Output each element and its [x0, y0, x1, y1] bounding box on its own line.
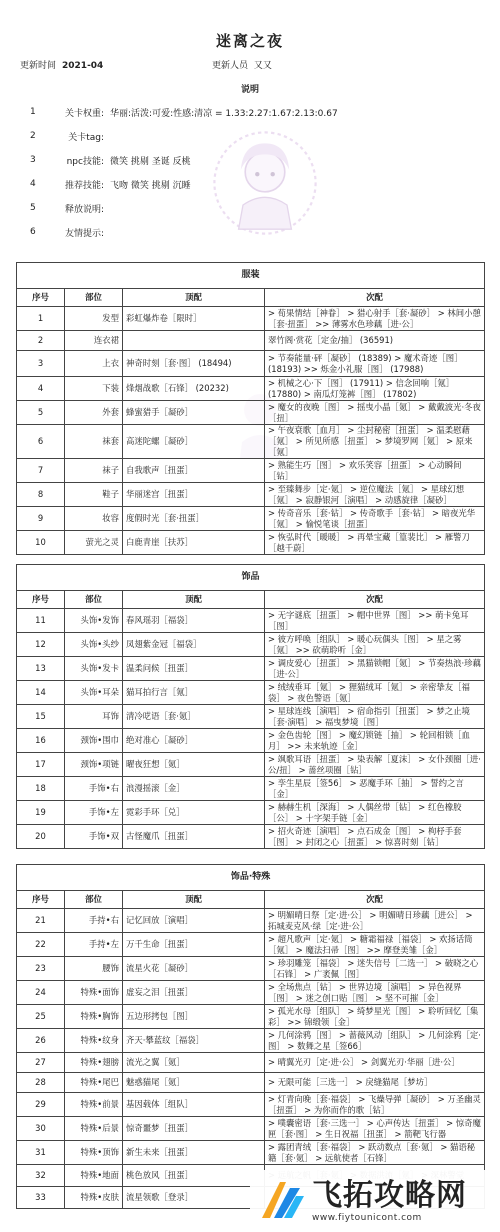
alt-items-cell: 翠竹阁·赏花［定金/抽］ (36591) [265, 331, 485, 351]
top-item-cell: 自我歌声［扭蛋］ [123, 459, 265, 483]
page-title: 迷离之夜 [215, 32, 284, 50]
slot-cell: 妆容 [65, 507, 123, 531]
column-header: 顶配 [123, 891, 265, 909]
table-caption: 饰品 [17, 565, 485, 591]
index-cell: 28 [17, 1073, 65, 1093]
alt-items-cell: > 熟能生巧［图］ > 欢乐笑容［扭蛋］ > 心动瞬间［钻］ [265, 459, 485, 483]
index-cell: 16 [17, 729, 65, 753]
table-row [17, 1005, 485, 1029]
alt-items-cell: > 绒绒垂耳［氪］ > 狸猫绒耳［氪］ > 亲密挚友［福袋］ > 夜色警语［氪］ [265, 681, 485, 705]
table-row [17, 777, 485, 801]
slot-cell: 耳饰 [65, 705, 123, 729]
special-accessories-table [16, 864, 485, 1209]
alt-items-cell: > 超凡歌声［定·氪］ > 糖霜福禄［福袋］ > 欢扬话筒［氪］ > 魔法扫帚［图］ >> 摩登美雏［金］ [265, 933, 485, 957]
index-cell: 33 [17, 1187, 65, 1209]
column-header: 顶配 [123, 591, 265, 609]
table-row [17, 909, 485, 933]
table-row [17, 351, 485, 377]
top-item-cell: 烽烟战歌［石锋］ (20232) [123, 377, 265, 401]
top-item-cell: 齐天·攀蓝纹［福袋］ [123, 1029, 265, 1053]
index-cell: 4 [17, 377, 65, 401]
alt-items-cell: > 孪生星辰［签56］ > 恶魔手环［抽］ > 誓约之言［金］ [265, 777, 485, 801]
clothing-table [16, 262, 485, 555]
table-row [17, 705, 485, 729]
table-row [17, 753, 485, 777]
index-cell: 12 [17, 633, 65, 657]
top-item-cell: 流星火花［凝砂］ [123, 957, 265, 981]
index-cell: 3 [17, 351, 65, 377]
alt-items-cell: > 荀果情结［神眷］ > 猎心射手［套·凝砂］ > 林间小憩［套·扭蛋］ >> 薄雾水色珍藕［进·公］ [265, 307, 485, 331]
top-item-cell: 虚妄之泪［扭蛋］ [123, 981, 265, 1005]
alt-items-cell: > 调皮爱心［扭蛋］ > 黑猫锁帽［氪］ > 节奏热浪·珍藕［进·公］ [265, 657, 485, 681]
row-label: npc技能: [66, 156, 104, 167]
table-row [17, 981, 485, 1005]
index-cell: 24 [17, 981, 65, 1005]
top-item-cell: 古怪魔爪［扭蛋］ [123, 825, 265, 849]
slot-cell: 特殊•胸饰 [65, 1005, 123, 1029]
top-item-cell: 春风瑶羽［福袋］ [123, 609, 265, 633]
top-item-cell: 曜夜狂想［氪］ [123, 753, 265, 777]
top-item-cell: 流光之翼［氪］ [123, 1053, 265, 1073]
row-number: 3 [30, 155, 36, 165]
alt-items-cell: > 噗囊密语［套·三选一］ > 心声传达［扭蛋］ > 惊奇魔匣［套·图］ > 生日祝福［扭蛋］ > 箭靶飞行器 [265, 1117, 485, 1141]
alt-items-cell: > 星球连线［演唱］ > 宿命指引［扭蛋］ > 梦之止境［套·演唱］ > 福曳梦境［图］ [265, 705, 485, 729]
alt-items-cell: > 全场焦点［钻］ > 世界边境［演唱］ > 异色视界［图］ > 迷之创口贴［图］ > 坚不可摧［金］ [265, 981, 485, 1005]
table-row [17, 507, 485, 531]
slot-cell: 特殊•前景 [65, 1093, 123, 1117]
index-cell: 30 [17, 1117, 65, 1141]
row-label: 关卡tag: [68, 132, 104, 143]
alt-items-cell: > 露团青绒［套·福袋］ > 跃动数点［套·氪］ > 猫语秘籍［套·氪］ > 远航使者［石锋］ [265, 1141, 485, 1165]
description-title: 说明 [240, 85, 259, 95]
column-header: 序号 [17, 891, 65, 909]
slot-cell: 手饰•右 [65, 777, 123, 801]
index-cell: 8 [17, 483, 65, 507]
index-cell: 13 [17, 657, 65, 681]
alt-items-cell: > 明媚晴日祭［定·进·公］ > 明媚晴日珍藕［进公］ > 拓城麦克风·绿［定·进·公］ [265, 909, 485, 933]
alt-items-cell: > 彼方呼唤［组队］ > 暖心玩偶头［图］ > 星之雾［氪］ >> 砍萌聆听［金］ [265, 633, 485, 657]
slot-cell: 头饰•耳朵 [65, 681, 123, 705]
description-row [30, 100, 490, 124]
alt-items-cell: > 恢弘时代［暖暖］ > 再晕宝藏［篁裴比］ > 雁警刀［越千蔚］ [265, 531, 485, 555]
top-item-cell: 记忆回放［演唱］ [123, 909, 265, 933]
column-header: 顶配 [123, 289, 265, 307]
alt-items-cell: > 无限可能［三选一］ > 戾缝猫尾［梦坊］ [265, 1073, 485, 1093]
slot-cell: 特殊•地面 [65, 1165, 123, 1187]
index-cell: 10 [17, 531, 65, 555]
table-row [17, 1073, 485, 1093]
slot-cell: 特殊•后景 [65, 1117, 123, 1141]
slot-cell: 下装 [65, 377, 123, 401]
slot-cell: 特殊•尾巴 [65, 1073, 123, 1093]
row-label: 友情提示: [64, 228, 104, 239]
table-row [17, 825, 485, 849]
slot-cell: 头饰•发饰 [65, 609, 123, 633]
row-number: 2 [30, 131, 36, 141]
index-cell: 2 [17, 331, 65, 351]
top-item-cell: 流星领歌［登录］ [123, 1187, 265, 1209]
table-row [17, 459, 485, 483]
top-item-cell: 清冷呓语［套·氪］ [123, 705, 265, 729]
index-cell: 11 [17, 609, 65, 633]
updater-value: 又又 [253, 61, 272, 71]
index-cell: 5 [17, 401, 65, 425]
top-item-cell: 凤翅紫金冠［福袋］ [123, 633, 265, 657]
top-item-cell: 万千生命［扭蛋］ [123, 933, 265, 957]
row-number: 1 [30, 107, 36, 117]
slot-cell: 萤光之灵 [65, 531, 123, 555]
slot-cell: 特殊•纹身 [65, 1029, 123, 1053]
top-item-cell: 浪漫摇滚［金］ [123, 777, 265, 801]
table-row [17, 657, 485, 681]
slot-cell: 连衣裙 [65, 331, 123, 351]
top-item-cell: 彩虹爆炸卷［限时］ [123, 307, 265, 331]
index-cell: 7 [17, 459, 65, 483]
table-row [17, 729, 485, 753]
column-header: 部位 [65, 289, 123, 307]
row-label: 推荐技能: [64, 180, 104, 191]
alt-items-cell: > 魔女的夜晚［图］ > 摇曳小晶［氪］ > 戴戴波光·冬夜［扭］ [265, 401, 485, 425]
slot-cell: 颈饰•围巾 [65, 729, 123, 753]
index-cell: 26 [17, 1029, 65, 1053]
table-row [17, 483, 485, 507]
logo-url[interactable]: www.fiytounicont.com [312, 1213, 422, 1223]
top-item-cell: 神奇时刻［套·图］ (18494) [123, 351, 265, 377]
column-header: 序号 [17, 289, 65, 307]
index-cell: 19 [17, 801, 65, 825]
table-row [17, 1053, 485, 1073]
alt-items-cell: > 机械之心·下［图］ (17911) > 信念回响［氪］ (17880) > 南瓜灯笼裤［图］ (17802) [265, 377, 485, 401]
slot-cell: 腰饰 [65, 957, 123, 981]
index-cell: 17 [17, 753, 65, 777]
alt-items-cell: > 几何涂鸦［图］ > 蔷薇风动［组队］ > 几何涂鸦［定·图］ > 数舞之星［签66］ [265, 1029, 485, 1053]
table-row [17, 401, 485, 425]
top-item-cell: 高迷陀螺［凝砂］ [123, 425, 265, 459]
index-cell: 21 [17, 909, 65, 933]
slot-cell: 特殊•皮肤 [65, 1187, 123, 1209]
table-row [17, 1029, 485, 1053]
column-header: 次配 [265, 591, 485, 609]
alt-items-cell: > 至臻舞步［定·氪］ > 逆位魔法［氪］ > 星球幻想［氪］ > 寂静银河［演唱］ > 动感旋律［凝砂］ [265, 483, 485, 507]
index-cell: 23 [17, 957, 65, 981]
slot-cell: 手持•右 [65, 909, 123, 933]
table-row [17, 801, 485, 825]
row-number: 5 [30, 203, 36, 213]
slot-cell: 袜套 [65, 425, 123, 459]
index-cell: 27 [17, 1053, 65, 1073]
top-item-cell: 度假时光［套·扭蛋］ [123, 507, 265, 531]
index-cell: 15 [17, 705, 65, 729]
table-caption: 饰品·特殊 [17, 865, 485, 891]
index-cell: 6 [17, 425, 65, 459]
site-logo[interactable] [250, 1170, 500, 1232]
row-value: 微笑 挑剔 圣诞 反桃 [110, 156, 191, 167]
alt-items-cell: > 午夜衰歌［血月］ > 尘封秘密［扭蛋］ > 温柔慰藉［氪］ > 所见所感［扭蛋］ > 梦境罗网［氪］ > 原来［氪］ [265, 425, 485, 459]
top-item-cell: 绝对准心［凝砂］ [123, 729, 265, 753]
index-cell: 29 [17, 1093, 65, 1117]
top-item-cell: 五边形拷包［图］ [123, 1005, 265, 1029]
column-header: 部位 [65, 591, 123, 609]
index-cell: 32 [17, 1165, 65, 1187]
index-cell: 25 [17, 1005, 65, 1029]
update-time [20, 58, 103, 71]
updater [212, 58, 272, 71]
index-cell: 14 [17, 681, 65, 705]
table-row [17, 633, 485, 657]
index-cell: 9 [17, 507, 65, 531]
alt-items-cell: > 赫赫生机［深海］ > 人偶丝带［钻］ > 红色橡胶［公］ > 十字架手链［金］ [265, 801, 485, 825]
top-item-cell: 华丽迷宫［扭蛋］ [123, 483, 265, 507]
slot-cell: 上衣 [65, 351, 123, 377]
alt-items-cell: > 晴翼光刃［定·进·公］ > 剑翼光刃·华丽［进·公］ [265, 1053, 485, 1073]
row-value: 飞吻 微笑 挑剔 沉睡 [110, 180, 191, 191]
column-header: 序号 [17, 591, 65, 609]
top-item-cell: 猫耳拍行言［氪］ [123, 681, 265, 705]
alt-items-cell: > 孤光水母［组队］ > 绮梦星光［图］ > 聆听回忆［集彩］ >> 锦缎领［金］ [265, 1005, 485, 1029]
index-cell: 22 [17, 933, 65, 957]
row-label: 关卡权重: [64, 108, 104, 119]
slot-cell: 颈饰•项链 [65, 753, 123, 777]
top-item-cell: 魅惑猫尾［氪］ [123, 1073, 265, 1093]
alt-items-cell: > 飒歌耳语［扭蛋］ > 染表解［夏沫］ > 女仆颈圈［进·公/扭］ > 蔷丝项圈［钻］ [265, 753, 485, 777]
slot-cell: 手持•左 [65, 933, 123, 957]
slot-cell: 头饰•发卡 [65, 657, 123, 681]
row-number: 6 [30, 227, 36, 237]
slot-cell: 外套 [65, 401, 123, 425]
top-item-cell [123, 331, 265, 351]
table-caption: 服装 [17, 263, 485, 289]
alt-items-cell: > 节奏能量·砰［凝砂］ (18389) > 魔术奇迹［图］ (18193) >> 烁金小礼服［图］ (17988) [265, 351, 485, 377]
row-number: 4 [30, 179, 36, 189]
updater-label: 更新人员 [212, 61, 249, 71]
index-cell: 18 [17, 777, 65, 801]
table-row [17, 1117, 485, 1141]
slot-cell: 特殊•面饰 [65, 981, 123, 1005]
slot-cell: 发型 [65, 307, 123, 331]
index-cell: 20 [17, 825, 65, 849]
alt-items-cell: > 无字谜底［扭蛋］ > 帽中世界［图］ >> 萌卡兔耳［图］ [265, 609, 485, 633]
logo-name: 飞拓攻略网 [312, 1178, 467, 1213]
top-item-cell: 蜂蜜猎手［凝砂］ [123, 401, 265, 425]
table-row [17, 377, 485, 401]
top-item-cell: 基因载体［组队］ [123, 1093, 265, 1117]
table-row [17, 1141, 485, 1165]
slot-cell: 鞋子 [65, 483, 123, 507]
row-label: 释放说明: [64, 204, 104, 215]
top-item-cell: 白鹿青崖［扶苏］ [123, 531, 265, 555]
update-time-value: 2021-04 [62, 61, 104, 71]
accessories-table [16, 564, 485, 849]
anime-girl-watermark-icon [210, 128, 320, 238]
top-item-cell: 惊奇噩梦［扭蛋］ [123, 1117, 265, 1141]
update-time-label: 更新时间 [20, 61, 57, 71]
table-row [17, 609, 485, 633]
table-row [17, 1093, 485, 1117]
table-row [17, 681, 485, 705]
index-cell: 1 [17, 307, 65, 331]
column-header: 次配 [265, 891, 485, 909]
row-value: 华丽:活泼:可爱:性感:清凉 = 1.33:2.27:1.67:2.13:0.67 [110, 108, 338, 119]
alt-items-cell: > 传奇音乐［套·钻］ > 传奇歌手［套·钻］ > 暗夜光华［氪］ > 愉悦笔谈［扭蛋］ [265, 507, 485, 531]
slot-cell: 头饰•头纱 [65, 633, 123, 657]
slot-cell: 特殊•翅膀 [65, 1053, 123, 1073]
alt-items-cell: > 灯青向晚［套·福袋］ > 飞燥导弹［凝砂］ > 万圣幽灵［扭蛋］ > 为你而作的歌［钻］ [265, 1093, 485, 1117]
top-item-cell: 温柔问候［扭蛋］ [123, 657, 265, 681]
column-header: 部位 [65, 891, 123, 909]
alt-items-cell: > 金色齿轮［图］ > 魔幻锁链［抽］ > 轮回相锁［血月］ >> 未来轨迹［金］ [265, 729, 485, 753]
table-row [17, 331, 485, 351]
flying-t-logo-icon [256, 1176, 306, 1226]
top-item-cell: 霓彩手环［兑］ [123, 801, 265, 825]
index-cell: 31 [17, 1141, 65, 1165]
alt-items-cell: > 招火奇迹［演唱］ > 点石成金［图］ > 枸杼手套［图］ > 封闭之心［扭蛋］ > 惊喜时刻［钻］ [265, 825, 485, 849]
slot-cell: 特殊•顶饰 [65, 1141, 123, 1165]
slot-cell: 袜子 [65, 459, 123, 483]
table-row [17, 531, 485, 555]
top-item-cell: 桃色放风［扭蛋］ [123, 1165, 265, 1187]
column-header: 次配 [265, 289, 485, 307]
alt-items-cell: > 珍羽雕笼［福袋］ > 迷失信号［二选一］ > 破晓之心［石锋］ > 广袤佩［图］ [265, 957, 485, 981]
top-item-cell: 新生未来［扭蛋］ [123, 1141, 265, 1165]
slot-cell: 手饰•左 [65, 801, 123, 825]
table-row [17, 957, 485, 981]
table-row [17, 307, 485, 331]
slot-cell: 手饰•双 [65, 825, 123, 849]
table-row [17, 425, 485, 459]
table-row [17, 933, 485, 957]
